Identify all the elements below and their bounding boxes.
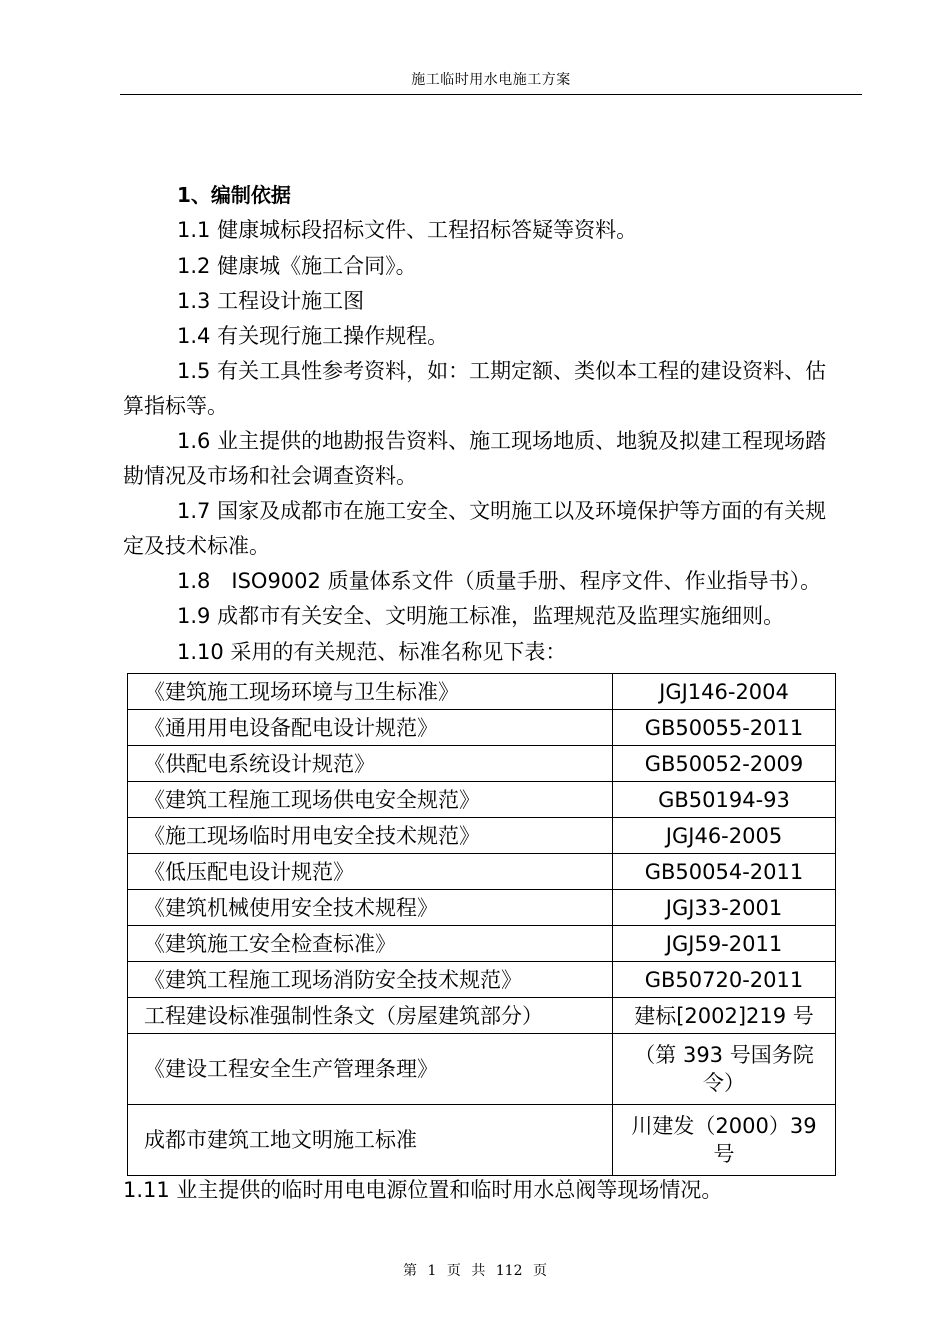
header-title: 施工临时用水电施工方案 <box>411 72 571 88</box>
table-row <box>128 890 836 926</box>
table-row <box>128 962 836 998</box>
table-row <box>128 710 836 746</box>
standard-code: 建标[2002]219 号 <box>613 998 836 1034</box>
item-1-5-line2: 算指标等。 <box>123 394 228 418</box>
standard-name: 工程建设标准强制性条文（房屋建筑部分） <box>128 998 613 1034</box>
item-1-3: 1.3 工程设计施工图 <box>177 289 365 313</box>
item-1-11: 1.11 业主提供的临时用电电源位置和临时用水总阀等现场情况。 <box>123 1178 723 1202</box>
standard-code-line1: 川建发（2000）39 <box>631 1114 817 1138</box>
table-row <box>128 674 836 710</box>
standard-code: JGJ33-2001 <box>613 890 836 926</box>
standard-code <box>613 1034 836 1105</box>
standard-name: 《建筑施工现场环境与卫生标准》 <box>128 674 613 710</box>
item-1-6-line2: 勘情况及市场和社会调查资料。 <box>123 464 417 488</box>
standard-code: JGJ46-2005 <box>613 818 836 854</box>
table-row <box>128 818 836 854</box>
footer-total-prefix: 共 <box>471 1263 486 1279</box>
table-row <box>128 782 836 818</box>
item-1-10: 1.10 采用的有关规范、标准名称见下表： <box>177 640 567 664</box>
section-heading: 1、编制依据 <box>177 183 291 207</box>
item-1-1: 1.1 健康城标段招标文件、工程招标答疑等资料。 <box>177 218 638 242</box>
standard-code: GB50055-2011 <box>613 710 836 746</box>
footer-page-unit: 页 <box>446 1263 461 1279</box>
standard-code: GB50194-93 <box>613 782 836 818</box>
footer-total-unit: 页 <box>532 1263 547 1279</box>
standard-name: 《建设工程安全生产管理条理》 <box>128 1034 613 1105</box>
item-1-6-line1: 1.6 业主提供的地勘报告资料、施工现场地质、地貌及拟建工程现场踏 <box>177 429 827 453</box>
standard-code-line2: 令） <box>703 1071 745 1095</box>
standard-code-line1: （第 393 号国务院 <box>634 1043 814 1067</box>
standard-name: 《建筑工程施工现场消防安全技术规范》 <box>128 962 613 998</box>
standard-code: GB50052-2009 <box>613 746 836 782</box>
footer-page-number: 1 <box>427 1263 437 1279</box>
standard-code <box>613 1105 836 1176</box>
standard-name: 《通用用电设备配电设计规范》 <box>128 710 613 746</box>
standard-code: GB50054-2011 <box>613 854 836 890</box>
standard-name: 《施工现场临时用电安全技术规范》 <box>128 818 613 854</box>
standard-name: 《低压配电设计规范》 <box>128 854 613 890</box>
footer-total-pages: 112 <box>495 1263 523 1279</box>
table-row <box>128 1105 836 1176</box>
item-1-4: 1.4 有关现行施工操作规程。 <box>177 324 449 348</box>
item-1-7-line1: 1.7 国家及成都市在施工安全、文明施工以及环境保护等方面的有关规 <box>177 499 827 523</box>
standard-name: 《建筑工程施工现场供电安全规范》 <box>128 782 613 818</box>
table-row <box>128 926 836 962</box>
table-row <box>128 746 836 782</box>
standard-name: 《建筑机械使用安全技术规程》 <box>128 890 613 926</box>
page-footer <box>0 1260 950 1280</box>
standards-table <box>127 673 836 1176</box>
table-row <box>128 1034 836 1105</box>
item-1-7-line2: 定及技术标准。 <box>123 534 270 558</box>
table-row <box>128 854 836 890</box>
footer-prefix: 第 <box>403 1263 418 1279</box>
standard-name: 《供配电系统设计规范》 <box>128 746 613 782</box>
item-1-2: 1.2 健康城《施工合同》。 <box>177 254 417 278</box>
table-row <box>128 998 836 1034</box>
standard-code-line2: 号 <box>713 1142 735 1166</box>
standard-name: 成都市建筑工地文明施工标准 <box>128 1105 613 1176</box>
standard-name: 《建筑施工安全检查标准》 <box>128 926 613 962</box>
item-1-9: 1.9 成都市有关安全、文明施工标准，监理规范及监理实施细则。 <box>177 604 785 628</box>
item-1-5-line1: 1.5 有关工具性参考资料，如：工期定额、类似本工程的建设资料、估 <box>177 359 827 383</box>
item-1-8: 1.8 ISO9002 质量体系文件（质量手册、程序文件、作业指导书）。 <box>177 569 822 593</box>
standard-code: JGJ146-2004 <box>613 674 836 710</box>
standard-code: JGJ59-2011 <box>613 926 836 962</box>
standard-code: GB50720-2011 <box>613 962 836 998</box>
page-header <box>120 64 862 95</box>
